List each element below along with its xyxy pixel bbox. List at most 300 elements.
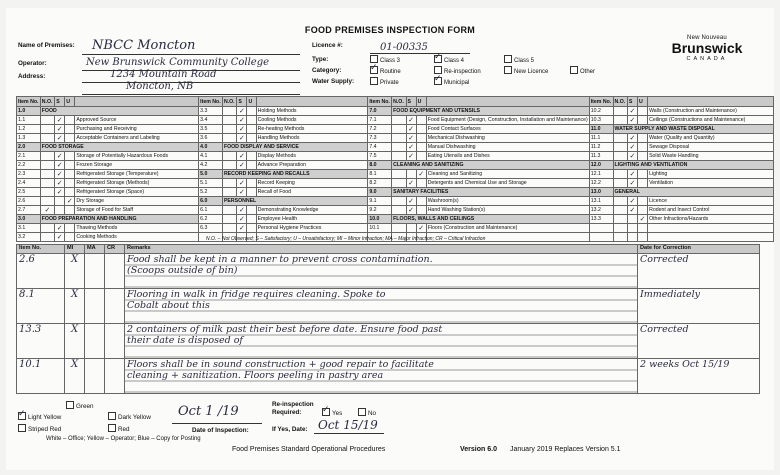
red-option[interactable]: Red — [108, 424, 130, 433]
grid-row — [17, 206, 774, 215]
grid-mark-no[interactable] — [613, 197, 627, 206]
grid-item-number: 8.1 — [368, 170, 392, 179]
grid-mark-no[interactable] — [40, 134, 54, 143]
grid-mark-u[interactable] — [416, 152, 426, 161]
grid-mark-no[interactable] — [222, 107, 236, 116]
grid-item-label: Cleaning and Sanitizing — [426, 170, 589, 179]
grid-mark-u[interactable] — [416, 179, 426, 188]
grid-item-label: Personal Hygiene Practices — [256, 224, 368, 233]
grid-header-u: U — [638, 97, 648, 107]
reinspection-no-checkbox[interactable] — [358, 408, 366, 416]
grid-item-number: 13.3 — [589, 215, 613, 224]
remarks-text-line: Flooring in walk in fridge requires cleaning. Spoke to — [127, 289, 386, 300]
inspection-items-grid — [16, 96, 774, 242]
grid-item-number: 8.2 — [368, 179, 392, 188]
grid-item-number: 4.0 — [199, 143, 223, 152]
grid-mark-no[interactable] — [392, 134, 406, 143]
if-yes-date-label: If Yes, Date: — [272, 426, 308, 433]
grid-mark-u[interactable]: ✓ — [416, 170, 426, 179]
grid-mark-s[interactable]: ✓ — [627, 143, 637, 152]
address-line2-rule — [82, 94, 300, 95]
striped-red-option[interactable]: Striped Red — [18, 424, 61, 433]
grid-mark-no[interactable] — [613, 116, 627, 125]
grid-mark-no[interactable] — [222, 134, 236, 143]
grid-mark-no[interactable] — [613, 143, 627, 152]
grid-item-label: Storage of Potentially Hazardous Foods — [75, 152, 199, 161]
grid-mark-no[interactable] — [222, 116, 236, 125]
grid-mark-s[interactable]: ✓ — [237, 215, 247, 224]
grid-mark-no[interactable] — [40, 197, 54, 206]
grid-mark-no[interactable] — [222, 224, 236, 233]
grid-mark-no[interactable] — [40, 125, 54, 134]
inspection-date-label: Date of Inspection: — [192, 427, 249, 434]
grid-mark-no[interactable] — [392, 224, 406, 233]
grid-row — [17, 188, 774, 197]
grid-item-number: 8.0 — [368, 161, 392, 170]
grid-header-no: N.O. — [40, 97, 54, 107]
grid-mark-no[interactable] — [392, 125, 406, 134]
new-licence-option[interactable]: New Licence — [504, 66, 548, 75]
grid-item-number: 10.2 — [589, 107, 613, 116]
grid-section-title: WATER SUPPLY AND WASTE DISPOSAL — [613, 125, 774, 134]
grid-mark-s[interactable]: ✓ — [55, 224, 65, 233]
grid-item-number: 6.1 — [199, 206, 223, 215]
grid-mark-u[interactable] — [65, 206, 75, 215]
grid-mark-s[interactable]: ✓ — [627, 152, 637, 161]
grid-mark-no[interactable] — [392, 197, 406, 206]
grid-item-number: 1.2 — [17, 125, 41, 134]
grid-mark-no[interactable] — [613, 107, 627, 116]
grid-header-no: N.O. — [222, 97, 236, 107]
grid-mark-u[interactable] — [65, 224, 75, 233]
grid-mark-u[interactable] — [65, 161, 75, 170]
grid-mark-s[interactable]: ✓ — [55, 179, 65, 188]
grid-mark-s[interactable]: ✓ — [627, 116, 637, 125]
grid-mark-no[interactable] — [613, 152, 627, 161]
grid-mark-u[interactable] — [638, 170, 648, 179]
grid-mark-u[interactable] — [638, 197, 648, 206]
grid-mark-s[interactable]: ✓ — [55, 233, 65, 242]
grid-mark-no[interactable] — [222, 215, 236, 224]
grid-mark-no[interactable] — [222, 188, 236, 197]
grid-mark-u[interactable] — [247, 188, 256, 197]
grid-item-label: Hand Washing Station(s) — [426, 206, 589, 215]
class5-option[interactable]: Class 5 — [504, 55, 534, 64]
grid-mark-s[interactable]: ✓ — [406, 197, 416, 206]
remarks-mi-mark: X — [65, 359, 85, 394]
grid-item-number: 4.1 — [199, 152, 223, 161]
grid-mark-s[interactable]: ✓ — [406, 206, 416, 215]
grid-mark-u[interactable] — [638, 143, 648, 152]
grid-row — [17, 215, 774, 224]
grid-mark-s[interactable]: ✓ — [237, 179, 247, 188]
grid-mark-u[interactable] — [416, 134, 426, 143]
grid-item-number: 12.0 — [589, 161, 613, 170]
other-option[interactable]: Other — [570, 66, 595, 75]
logo-main-text: Brunswick — [671, 40, 743, 56]
grid-item-number: 3.0 — [17, 215, 41, 224]
remarks-text-line: Food shall be kept in a manner to prevent cross contamination. — [127, 254, 433, 265]
grid-item-label: Floors (Construction and Maintenance) — [426, 224, 589, 233]
grid-mark-s[interactable]: ✓ — [237, 152, 247, 161]
remarks-ma-mark — [85, 289, 105, 324]
grid-mark-no[interactable] — [613, 170, 627, 179]
class4-checkmark: ✓ — [434, 51, 442, 61]
grid-mark-u[interactable] — [247, 224, 256, 233]
grid-mark-u[interactable] — [638, 224, 648, 233]
grid-mark-s[interactable] — [55, 206, 65, 215]
grid-mark-u[interactable] — [247, 152, 256, 161]
light-yellow-checkmark: ✓ — [18, 408, 26, 418]
private-option[interactable]: Private — [370, 77, 399, 86]
reinspection-required-label: Re-inspection Required: — [272, 401, 314, 416]
correction-date: Immediately — [638, 289, 760, 324]
grid-mark-s[interactable] — [406, 170, 416, 179]
grid-item-number: 10.3 — [589, 116, 613, 125]
grid-mark-no[interactable]: ✓ — [40, 206, 54, 215]
remarks-ma-mark — [85, 359, 105, 394]
grid-mark-u[interactable] — [247, 116, 256, 125]
grid-mark-u[interactable] — [65, 152, 75, 161]
grid-mark-no[interactable] — [392, 170, 406, 179]
remarks-mi-mark: X — [65, 254, 85, 289]
grid-mark-no[interactable] — [392, 206, 406, 215]
grid-mark-no[interactable] — [613, 206, 627, 215]
grid-item-number — [589, 224, 613, 233]
grid-item-label: Storage of Food for Staff — [75, 206, 199, 215]
green-option[interactable]: Green — [66, 401, 94, 410]
footer-replaces: January 2019 Replaces Version 5.1 — [510, 446, 621, 453]
grid-mark-no[interactable] — [613, 134, 627, 143]
grid-item-label: Washroom(s) — [426, 197, 589, 206]
grid-mark-no[interactable] — [40, 188, 54, 197]
grid-mark-s[interactable]: ✓ — [237, 134, 247, 143]
grid-mark-u[interactable] — [65, 179, 75, 188]
remarks-cr-mark — [105, 324, 125, 359]
grid-item-number: 13.0 — [589, 188, 613, 197]
grid-row — [17, 179, 774, 188]
grid-mark-u[interactable] — [247, 161, 256, 170]
grid-mark-s[interactable]: ✓ — [237, 224, 247, 233]
grid-item-number: 2.3 — [17, 170, 41, 179]
striped-red-checkbox[interactable] — [18, 424, 26, 432]
grid-item-number: 1.1 — [17, 116, 41, 125]
grid-mark-s[interactable]: ✓ — [627, 179, 637, 188]
grid-mark-s[interactable]: ✓ — [237, 206, 247, 215]
remarks-text — [125, 254, 638, 289]
new-brunswick-logo — [660, 35, 754, 62]
grid-item-number: 5.2 — [199, 188, 223, 197]
grid-item-number: 3.6 — [199, 134, 223, 143]
grid-mark-s[interactable]: ✓ — [406, 179, 416, 188]
grid-item-label: Mechanical Dishwashing — [426, 134, 589, 143]
new-licence-checkbox[interactable] — [504, 66, 512, 74]
grid-mark-no[interactable] — [222, 206, 236, 215]
remarks-header-remarks: Remarks — [125, 245, 638, 254]
remarks-row — [17, 324, 760, 359]
grid-item-number: 9.1 — [368, 197, 392, 206]
correction-date: Corrected — [638, 254, 760, 289]
grid-mark-no[interactable] — [392, 152, 406, 161]
grid-item-label: Ventilation — [648, 179, 774, 188]
grid-header-s: S — [237, 97, 247, 107]
grid-item-number: 2.2 — [17, 161, 41, 170]
name-label: Name of Premises: — [18, 42, 75, 49]
grid-item-label — [648, 233, 774, 242]
grid-row — [17, 197, 774, 206]
other-checkbox[interactable] — [570, 66, 578, 74]
grid-mark-no[interactable] — [40, 179, 54, 188]
remarks-text — [125, 324, 638, 359]
grid-mark-s[interactable] — [55, 197, 65, 206]
grid-mark-no[interactable] — [40, 233, 54, 242]
name-value: NBCC Moncton — [92, 38, 196, 53]
grid-mark-no[interactable] — [613, 224, 627, 233]
grid-mark-s[interactable]: ✓ — [55, 134, 65, 143]
grid-item-number: 11.2 — [589, 143, 613, 152]
remarks-cr-mark — [105, 289, 125, 324]
grid-mark-u[interactable] — [638, 206, 648, 215]
remarks-mi-mark: X — [65, 289, 85, 324]
grid-row — [17, 107, 774, 116]
grid-mark-u[interactable] — [65, 134, 75, 143]
grid-section-title: CLEANING AND SANITIZING — [392, 161, 590, 170]
grid-mark-s[interactable]: ✓ — [237, 116, 247, 125]
grid-mark-u[interactable] — [247, 134, 256, 143]
routine-checkmark: ✓ — [370, 62, 378, 72]
grid-mark-no[interactable] — [613, 215, 627, 224]
grid-mark-s[interactable]: ✓ — [406, 116, 416, 125]
grid-item-number: 1.3 — [17, 134, 41, 143]
grid-item-number: 7.5 — [368, 152, 392, 161]
reinspection-yes-option[interactable]: Yes — [322, 408, 342, 417]
remarks-text-line: their date is disposed of — [127, 335, 243, 346]
grid-legend: N.O. – Not Observed; S – Satisfactory; U – Unsatisfactory; MI – Minor Infraction; MA – Major Infraction; CR – Critical Infraction — [206, 236, 486, 242]
class5-checkbox[interactable] — [504, 55, 512, 63]
grid-mark-no[interactable] — [392, 179, 406, 188]
grid-mark-s[interactable] — [627, 233, 637, 242]
grid-mark-s[interactable]: ✓ — [627, 206, 637, 215]
grid-item-label: Thawing Methods — [75, 224, 199, 233]
grid-mark-no[interactable] — [222, 152, 236, 161]
grid-header-spacer — [426, 97, 589, 107]
grid-header-no: N.O. — [613, 97, 627, 107]
dark-yellow-option[interactable]: Dark Yellow — [108, 412, 151, 421]
grid-mark-u[interactable] — [416, 206, 426, 215]
grid-mark-u[interactable] — [638, 107, 648, 116]
grid-mark-s[interactable]: ✓ — [627, 134, 637, 143]
grid-mark-s[interactable]: ✓ — [237, 161, 247, 170]
grid-mark-no[interactable] — [40, 170, 54, 179]
municipal-option[interactable]: Municipal — [434, 77, 469, 86]
grid-item-number: 13.2 — [589, 206, 613, 215]
grid-item-label: Refrigerated Storage (Temperature) — [75, 170, 199, 179]
grid-item-label: Food Contact Surfaces — [426, 125, 589, 134]
grid-mark-u[interactable] — [247, 107, 256, 116]
grid-mark-u[interactable] — [247, 125, 256, 134]
grid-mark-no[interactable] — [222, 161, 236, 170]
address-label: Address: — [18, 73, 46, 80]
grid-mark-u[interactable] — [65, 170, 75, 179]
grid-mark-s[interactable]: ✓ — [627, 197, 637, 206]
grid-mark-s[interactable]: ✓ — [55, 152, 65, 161]
logo-top-text: New Nouveau — [687, 35, 727, 41]
municipal-checkmark: ✓ — [434, 73, 442, 83]
grid-item-label: Advance Preparation — [256, 161, 368, 170]
grid-item-label: Manual Dishwashing — [426, 143, 589, 152]
inspection-date-value: Oct 1 /19 — [178, 404, 239, 419]
grid-mark-u[interactable]: ✓ — [638, 215, 648, 224]
grid-row — [17, 116, 774, 125]
if-yes-date-value: Oct 15/19 — [318, 418, 378, 432]
grid-mark-u[interactable]: ✓ — [416, 224, 426, 233]
grid-mark-no[interactable] — [222, 179, 236, 188]
remarks-row — [17, 254, 760, 289]
reinspection-no-option[interactable]: No — [358, 408, 376, 417]
grid-mark-s[interactable]: ✓ — [55, 188, 65, 197]
reinspection-option[interactable]: Re-inspection — [434, 66, 481, 75]
grid-item-label: Record Keeping — [256, 179, 368, 188]
operator-value: New Brunswick Community College — [86, 57, 270, 68]
grid-mark-no[interactable] — [613, 179, 627, 188]
routine-option[interactable]: Routine — [370, 66, 401, 75]
category-label: Category: — [312, 67, 342, 74]
grid-mark-no[interactable] — [613, 233, 627, 242]
inspection-date-line — [172, 423, 262, 424]
grid-header-spacer — [648, 97, 774, 107]
grid-section-title: GENERAL — [613, 188, 774, 197]
grid-item-number: 13.1 — [589, 197, 613, 206]
grid-mark-u[interactable] — [65, 116, 75, 125]
grid-mark-s[interactable]: ✓ — [627, 170, 637, 179]
grid-section-title: LIGHTING AND VENTILATION — [613, 161, 774, 170]
grid-item-number: 2.6 — [17, 197, 41, 206]
grid-mark-u[interactable] — [247, 206, 256, 215]
grid-section-title: FOOD STORAGE — [40, 143, 198, 152]
remarks-text-line: Floors shall be in sound construction + good repair to facilitate — [127, 359, 434, 370]
grid-row — [17, 161, 774, 170]
remarks-item-number: 8.1 — [17, 289, 65, 324]
grid-mark-s[interactable]: ✓ — [406, 134, 416, 143]
grid-item-number: 1.0 — [17, 107, 41, 116]
remarks-cr-mark — [105, 359, 125, 394]
grid-mark-no[interactable] — [222, 125, 236, 134]
red-checkbox[interactable] — [108, 424, 116, 432]
grid-mark-u[interactable] — [65, 125, 75, 134]
grid-item-number: 3.3 — [199, 107, 223, 116]
grid-item-label: Refrigerated Storage (Space) — [75, 188, 199, 197]
light-yellow-option[interactable]: Light Yellow — [18, 412, 61, 421]
grid-header-u: U — [247, 97, 256, 107]
grid-mark-u[interactable] — [65, 188, 75, 197]
grid-mark-u[interactable] — [638, 152, 648, 161]
grid-header-no: N.O. — [392, 97, 406, 107]
grid-mark-s[interactable] — [627, 224, 637, 233]
copies-note: White – Office; Yellow – Operator; Blue – Copy for Posting — [46, 436, 201, 442]
dark-yellow-checkbox[interactable] — [108, 412, 116, 420]
grid-row — [17, 170, 774, 179]
grid-mark-s[interactable]: ✓ — [406, 143, 416, 152]
grid-mark-no[interactable] — [40, 116, 54, 125]
grid-item-number: 10.1 — [368, 224, 392, 233]
grid-mark-s[interactable]: ✓ — [55, 161, 65, 170]
grid-mark-s[interactable]: ✓ — [237, 125, 247, 134]
grid-item-label: Ceilings (Constructions and Maintenance) — [648, 116, 774, 125]
class4-option[interactable]: Class 4 — [434, 55, 464, 64]
remarks-text-line: (Scoops outside of bin) — [127, 265, 238, 276]
grid-item-number: 2.5 — [17, 188, 41, 197]
private-checkbox[interactable] — [370, 77, 378, 85]
grid-mark-no[interactable] — [40, 152, 54, 161]
grid-mark-no[interactable] — [40, 224, 54, 233]
grid-item-label — [648, 224, 774, 233]
logo-sub-text: CANADA — [686, 56, 728, 62]
grid-item-number: 3.5 — [199, 125, 223, 134]
grid-mark-no[interactable] — [392, 116, 406, 125]
grid-mark-s[interactable]: ✓ — [55, 170, 65, 179]
grid-item-number: 4.2 — [199, 161, 223, 170]
grid-mark-u[interactable] — [65, 233, 75, 242]
grid-mark-u[interactable] — [638, 233, 648, 242]
grid-mark-s[interactable]: ✓ — [406, 125, 416, 134]
grid-section-title: FOOD — [40, 107, 198, 116]
grid-item-number: 11.1 — [589, 134, 613, 143]
remarks-header-item: Item No. — [17, 245, 65, 254]
grid-mark-u[interactable] — [416, 143, 426, 152]
grid-mark-s[interactable]: ✓ — [406, 152, 416, 161]
grid-header-s: S — [406, 97, 416, 107]
grid-mark-s[interactable]: ✓ — [237, 188, 247, 197]
grid-mark-s[interactable]: ✓ — [237, 107, 247, 116]
grid-item-number: 2.4 — [17, 179, 41, 188]
grid-item-number: 3.4 — [199, 116, 223, 125]
grid-mark-u[interactable] — [638, 116, 648, 125]
grid-mark-u[interactable] — [416, 116, 426, 125]
grid-item-number: 2.7 — [17, 206, 41, 215]
class3-option[interactable]: Class 3 — [370, 55, 400, 64]
name-line — [82, 54, 300, 55]
form-title: FOOD PREMISES INSPECTION FORM — [304, 25, 476, 35]
grid-mark-s[interactable]: ✓ — [55, 116, 65, 125]
grid-mark-s[interactable] — [406, 224, 416, 233]
water-supply-label: Water Supply: — [312, 78, 355, 85]
grid-mark-no[interactable] — [392, 143, 406, 152]
grid-item-label: Water (Quality and Quantity) — [648, 134, 774, 143]
inspection-form-page — [6, 8, 774, 470]
grid-mark-s[interactable]: ✓ — [55, 125, 65, 134]
grid-item-label: Lighting — [648, 170, 774, 179]
grid-item-number: 7.2 — [368, 125, 392, 134]
grid-mark-s[interactable]: ✓ — [627, 107, 637, 116]
grid-section-title: FOOD PREPARATION AND HANDLING — [40, 215, 198, 224]
grid-item-number: 11.0 — [589, 125, 613, 134]
green-checkbox[interactable] — [66, 401, 74, 409]
grid-mark-u[interactable] — [247, 215, 256, 224]
grid-mark-u[interactable] — [638, 134, 648, 143]
grid-mark-u[interactable] — [416, 197, 426, 206]
grid-header-item: Item No. — [369, 98, 390, 105]
grid-mark-no[interactable] — [40, 161, 54, 170]
grid-row — [17, 224, 774, 233]
grid-mark-u[interactable] — [247, 179, 256, 188]
grid-mark-s[interactable] — [627, 215, 637, 224]
grid-row — [17, 125, 774, 134]
grid-mark-u[interactable] — [416, 125, 426, 134]
grid-item-label: Re-heating Methods — [256, 125, 368, 134]
remarks-header-mi: MI — [65, 245, 85, 254]
grid-mark-u[interactable] — [638, 179, 648, 188]
grid-mark-u[interactable]: ✓ — [65, 197, 75, 206]
